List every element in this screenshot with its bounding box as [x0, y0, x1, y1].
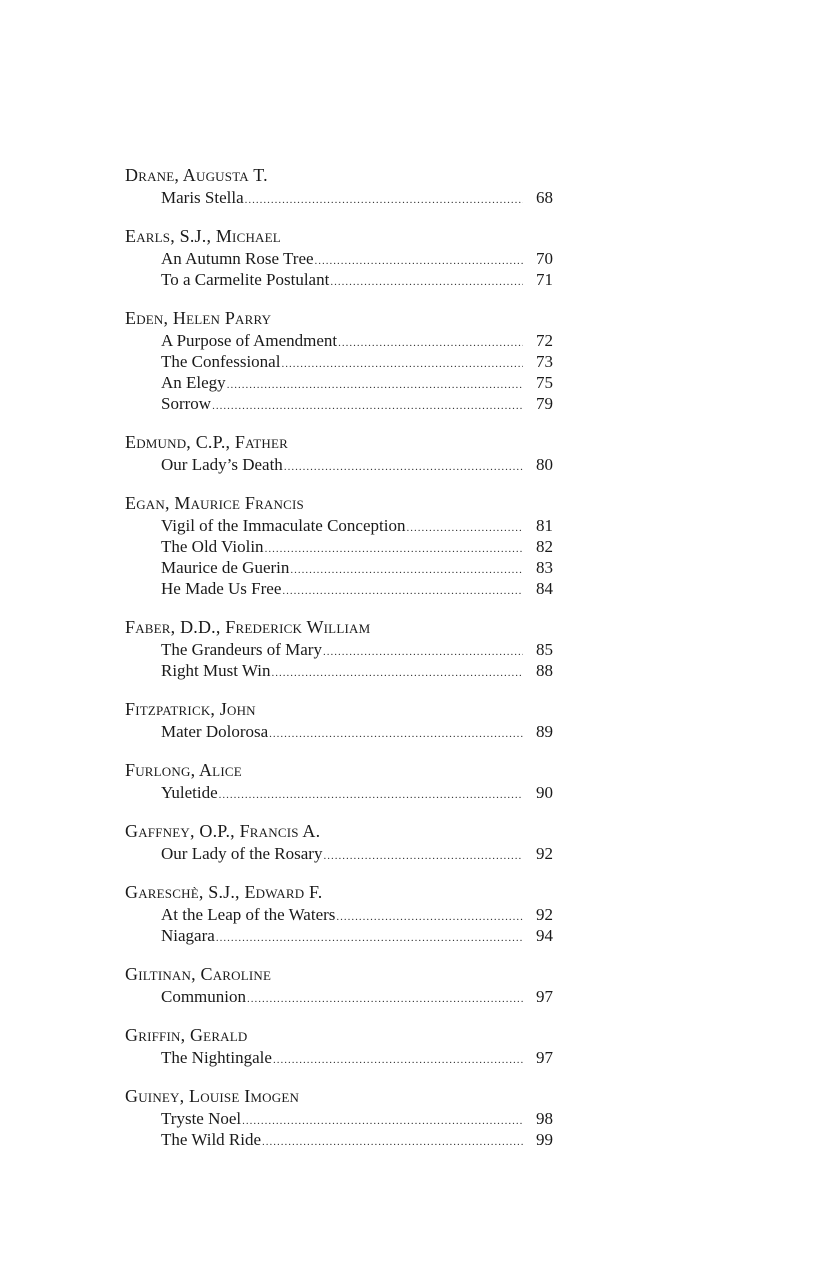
dot-leader: [406, 518, 523, 539]
toc-entry: [125, 269, 553, 290]
author-group: [125, 431, 553, 475]
toc-entry: [125, 1047, 553, 1068]
author-name: Fitzpatrick, John: [125, 699, 256, 719]
author-name: Faber, D.D., Frederick William: [125, 617, 371, 637]
author-name: Gaffney, O.P., Francis A.: [125, 821, 321, 841]
page-number: 84: [536, 579, 553, 598]
toc-entry: [125, 454, 553, 475]
toc-entry: [125, 536, 553, 557]
poem-title: Right Must Win: [161, 661, 271, 680]
page-number: 80: [536, 455, 553, 474]
toc-entry: [125, 578, 553, 599]
poem-title: An Elegy: [161, 373, 226, 392]
author-name: Earls, S.J., Michael: [125, 226, 281, 246]
page-number: 70: [536, 249, 553, 268]
author-group: [125, 881, 553, 946]
poem-title: Our Lady’s Death: [161, 455, 283, 474]
dot-leader: [315, 251, 523, 272]
toc-entry: [125, 393, 553, 414]
toc-entry: [125, 1129, 553, 1150]
dot-leader: [273, 1050, 523, 1071]
toc-entry: [125, 925, 553, 946]
dot-leader: [323, 846, 523, 867]
poem-title: Tryste Noel: [161, 1109, 242, 1128]
page-number: 97: [536, 987, 553, 1006]
poem-title: Vigil of the Immaculate Conception: [161, 516, 406, 535]
dot-leader: [282, 581, 523, 602]
page-number: 71: [536, 270, 553, 289]
poem-title: Mater Dolorosa: [161, 722, 269, 741]
page-number: 72: [536, 331, 553, 350]
page-number: 68: [536, 188, 553, 207]
dot-leader: [227, 375, 523, 396]
toc-entry: [125, 515, 553, 536]
dot-leader: [284, 457, 523, 478]
author-group: [125, 616, 553, 681]
dot-leader: [265, 539, 523, 560]
page-number: 81: [536, 516, 553, 535]
author-group: [125, 164, 553, 208]
poem-title: The Nightingale: [161, 1048, 272, 1067]
poem-title: Our Lady of the Rosary: [161, 844, 323, 863]
dot-leader: [247, 989, 523, 1010]
toc-entry: [125, 843, 553, 864]
author-name: Eden, Helen Parry: [125, 308, 272, 328]
author-group: [125, 1024, 553, 1068]
toc-entry: [125, 372, 553, 393]
author-name: Drane, Augusta T.: [125, 165, 268, 185]
dot-leader: [338, 333, 523, 354]
page-number: 85: [536, 640, 553, 659]
toc-entry: [125, 330, 553, 351]
page-number: 75: [536, 373, 553, 392]
page-number: 89: [536, 722, 553, 741]
dot-leader: [323, 642, 523, 663]
author-name: Gareschè, S.J., Edward F.: [125, 882, 323, 902]
dot-leader: [216, 928, 523, 949]
toc-entry: [125, 248, 553, 269]
poem-title: At the Leap of the Waters: [161, 905, 336, 924]
author-group: [125, 492, 553, 599]
page-number: 98: [536, 1109, 553, 1128]
toc-entry: [125, 557, 553, 578]
dot-leader: [272, 663, 523, 684]
dot-leader: [269, 724, 523, 745]
page-number: 82: [536, 537, 553, 556]
dot-leader: [219, 785, 523, 806]
dot-leader: [330, 272, 523, 293]
page-number: 79: [536, 394, 553, 413]
dot-leader: [242, 1111, 523, 1132]
page-number: 92: [536, 844, 553, 863]
page-number: 97: [536, 1048, 553, 1067]
author-group: [125, 698, 553, 742]
poem-title: The Old Violin: [161, 537, 264, 556]
author-group: [125, 1085, 553, 1150]
toc-entry: [125, 1108, 553, 1129]
poem-title: Sorrow: [161, 394, 212, 413]
poem-title: Maris Stella: [161, 188, 244, 207]
toc-entry: [125, 782, 553, 803]
poem-title: An Autumn Rose Tree: [161, 249, 314, 268]
table-of-contents: [125, 164, 553, 1167]
page-number: 92: [536, 905, 553, 924]
poem-title: Communion: [161, 987, 247, 1006]
dot-leader: [212, 396, 523, 417]
page-number: 99: [536, 1130, 553, 1149]
toc-entry: [125, 639, 553, 660]
poem-title: The Confessional: [161, 352, 281, 371]
dot-leader: [336, 907, 523, 928]
poem-title: To a Carmelite Postulant: [161, 270, 330, 289]
page-number: 83: [536, 558, 553, 577]
toc-entry: [125, 721, 553, 742]
author-name: Guiney, Louise Imogen: [125, 1086, 300, 1106]
toc-entry: [125, 904, 553, 925]
toc-entry: [125, 351, 553, 372]
page-number: 88: [536, 661, 553, 680]
author-name: Furlong, Alice: [125, 760, 242, 780]
author-group: [125, 759, 553, 803]
poem-title: A Purpose of Amendment: [161, 331, 338, 350]
dot-leader: [245, 190, 523, 211]
page-number: 90: [536, 783, 553, 802]
author-name: Edmund, C.P., Father: [125, 432, 289, 452]
author-group: [125, 820, 553, 864]
page-number: 73: [536, 352, 553, 371]
poem-title: Yuletide: [161, 783, 218, 802]
author-name: Griffin, Gerald: [125, 1025, 248, 1045]
dot-leader: [281, 354, 523, 375]
author-group: [125, 963, 553, 1007]
toc-entry: [125, 187, 553, 208]
toc-entry: [125, 660, 553, 681]
poem-title: Niagara: [161, 926, 215, 945]
poem-title: Maurice de Guerin: [161, 558, 290, 577]
page-number: 94: [536, 926, 553, 945]
poem-title: The Wild Ride: [161, 1130, 262, 1149]
poem-title: He Made Us Free: [161, 579, 282, 598]
dot-leader: [262, 1132, 523, 1153]
author-group: [125, 225, 553, 290]
poem-title: The Grandeurs of Mary: [161, 640, 322, 659]
dot-leader: [290, 560, 523, 581]
toc-entry: [125, 986, 553, 1007]
author-name: Giltinan, Caroline: [125, 964, 272, 984]
author-group: [125, 307, 553, 414]
author-name: Egan, Maurice Francis: [125, 493, 304, 513]
